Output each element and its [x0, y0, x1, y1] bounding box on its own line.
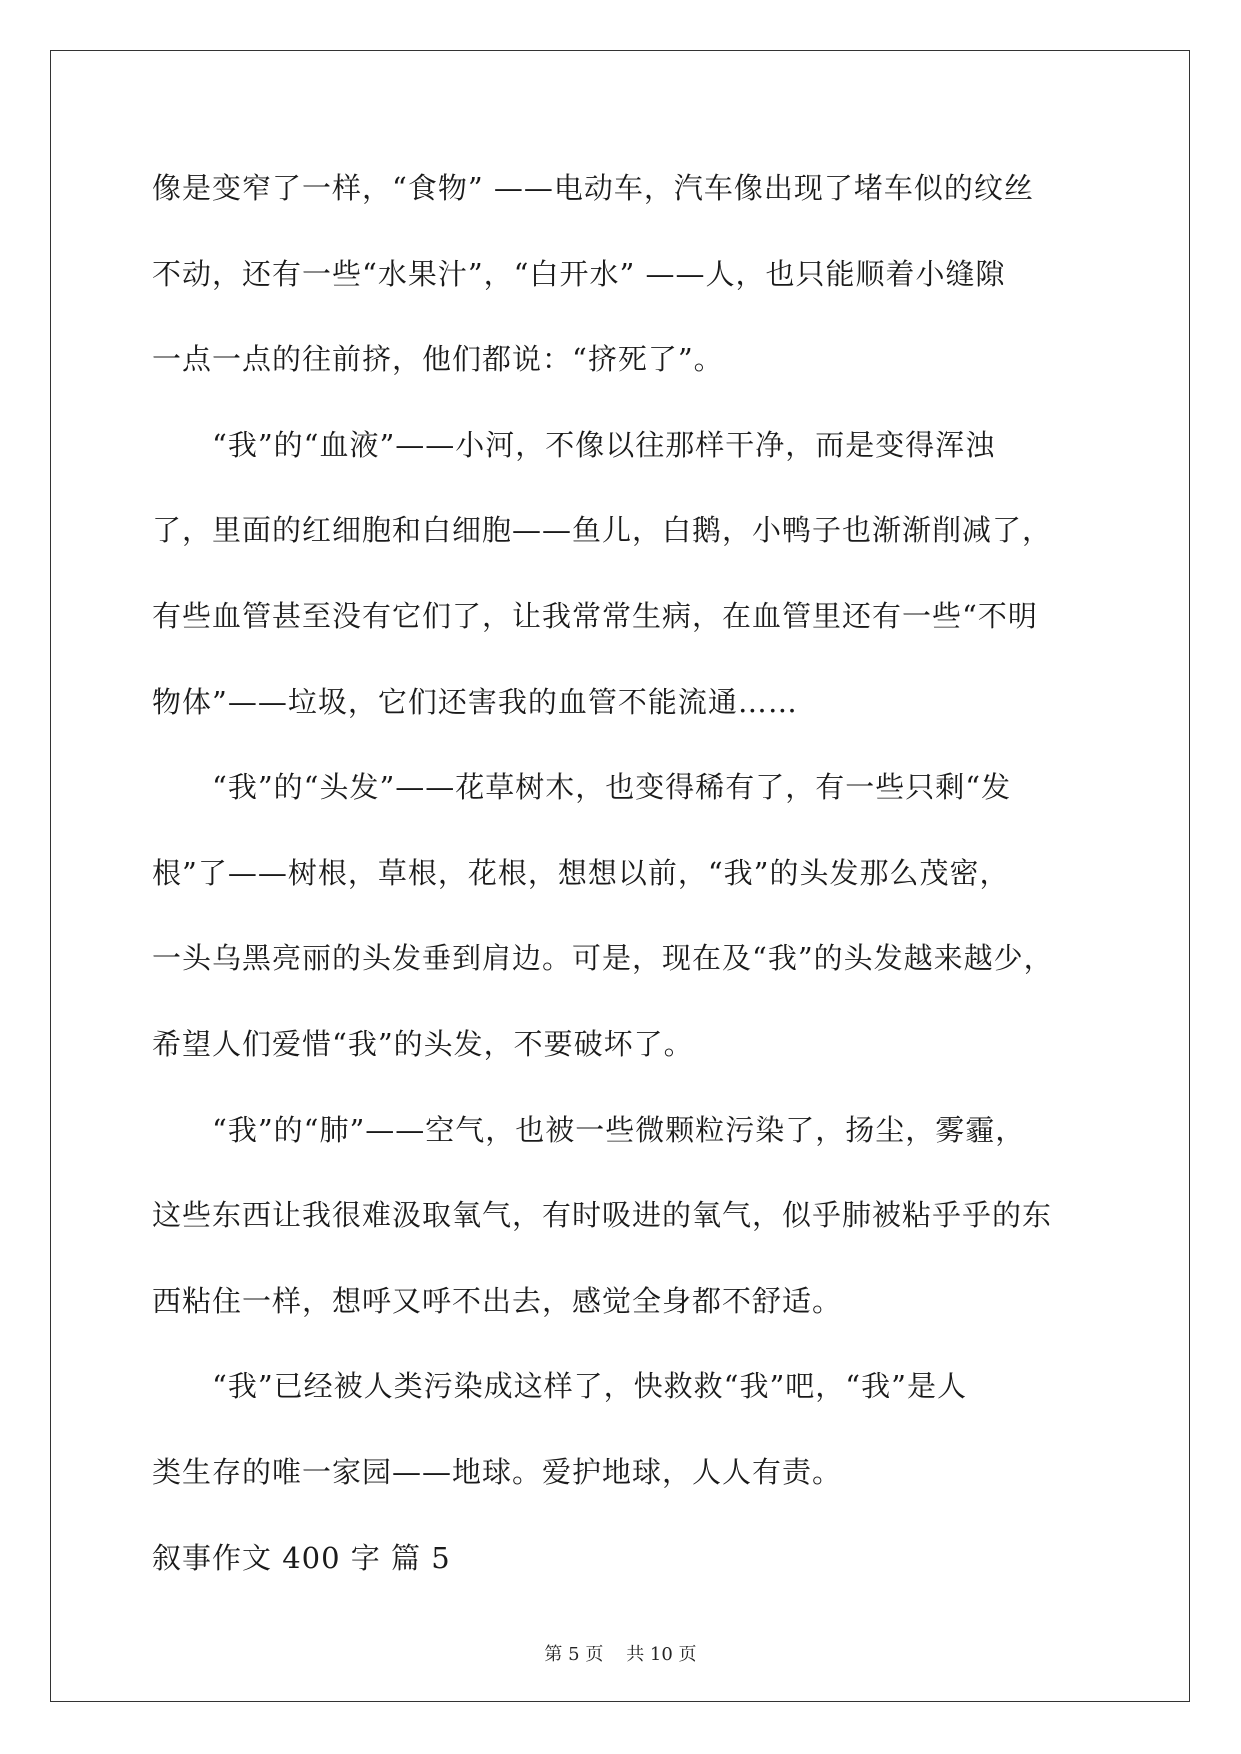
- text-line: 这些东西让我很难汲取氧气，有时吸进的氧气，似乎肺被粘乎乎的东: [152, 1198, 1053, 1233]
- text-line: “我”的“血液”——小河，不像以往那样干净，而是变得浑浊: [152, 427, 996, 462]
- section-heading: 叙事作文 400 字 篇 5: [152, 1540, 451, 1575]
- text-line: 根”了——树根，草根，花根，想想以前，“我”的头发那么茂密，: [152, 855, 1010, 890]
- text-line: 西粘住一样，想呼又呼不出去，感觉全身都不舒适。: [152, 1283, 843, 1318]
- text-line: “我”的“头发”——花草树木，也变得稀有了，有一些只剩“发: [152, 770, 1012, 805]
- text-line: 了，里面的红细胞和白细胞——鱼儿，白鹅，小鸭子也渐渐削减了，: [152, 513, 1053, 548]
- text-line: 物体”——垃圾，它们还害我的血管不能流通……: [152, 684, 798, 719]
- text-line: “我”的“肺”——空气，也被一些微颗粒污染了，扬尘，雾霾，: [152, 1112, 1026, 1147]
- text-line: 一点一点的往前挤，他们都说：“挤死了”。: [152, 342, 724, 377]
- text-line: 希望人们爱惜“我”的头发，不要破坏了。: [152, 1026, 694, 1061]
- text-line: 有些血管甚至没有它们了，让我常常生病，在血管里还有一些“不明: [152, 598, 1038, 633]
- text-line: 不动，还有一些“水果汁”，“白开水” ——人，也只能顺着小缝隙: [152, 256, 1006, 291]
- text-line: “我”已经被人类污染成这样了，快救救“我”吧，“我”是人: [152, 1369, 967, 1404]
- text-line: 类生存的唯一家园——地球。爱护地球，人人有责。: [152, 1454, 843, 1489]
- page-number: 第 5 页 共 10 页: [544, 1644, 697, 1665]
- document-body: [152, 162, 1090, 1617]
- text-line: 像是变窄了一样，“食物” ——电动车，汽车像出现了堵车似的纹丝: [152, 171, 1034, 205]
- text-line: 一头乌黑亮丽的头发垂到肩边。可是，现在及“我”的头发越来越少，: [152, 941, 1054, 976]
